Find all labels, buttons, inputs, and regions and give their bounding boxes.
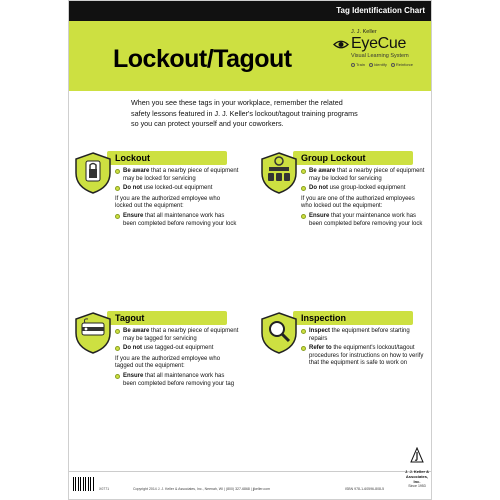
brand-name: EyeCue — [351, 35, 407, 52]
bullet-text: use locked-out equipment — [142, 185, 213, 192]
card-body — [301, 328, 425, 370]
step-identify: Identify — [373, 62, 387, 67]
chart-label: Tag Identification Chart — [336, 6, 425, 15]
step-dot-icon — [391, 63, 395, 67]
step-train: Train — [356, 62, 365, 67]
step-dot-icon — [369, 63, 373, 67]
group-lock-icon — [259, 151, 299, 195]
footer-copyright: Copyright 2014 J. J. Keller & Associates, Inc., Neenah, WI | (800) 327-6868 | jjkeller.com — [133, 487, 271, 491]
bullet-icon — [301, 214, 306, 219]
footer-isbn: ISBN 978-1-60596-808-5 — [345, 487, 385, 491]
bullet-text: the equipment before starting repairs — [309, 328, 410, 342]
brand-steps — [351, 62, 427, 67]
bullet-icon — [301, 169, 306, 174]
card-inspection — [259, 311, 427, 461]
bullet-text: the equipment's lockout/tagout procedures for instructions on how to verify that the equipment is safe to work on — [309, 345, 424, 367]
brand-company: J. J. Keller — [351, 29, 377, 35]
card-body — [115, 328, 239, 390]
bullet-bold: Ensure — [309, 212, 330, 219]
footer-divider — [69, 471, 432, 472]
card-body — [115, 168, 239, 230]
poster — [68, 0, 432, 500]
card-title-bar — [293, 151, 413, 165]
bullet-text: use tagged-out equipment — [142, 345, 214, 352]
bullet-bold: Refer to — [309, 345, 332, 352]
bullet-icon — [301, 346, 306, 351]
card-title: Group Lockout — [301, 153, 366, 163]
bullet-icon — [115, 186, 120, 191]
bullet-text: that a nearby piece of equipment may be tagged for servicing — [123, 328, 239, 342]
card-title: Tagout — [115, 313, 145, 323]
eye-icon — [333, 39, 349, 50]
bullet-bold: Be aware — [123, 328, 150, 334]
bullet-icon — [301, 329, 306, 334]
bullet-bold: Be aware — [123, 168, 150, 174]
bullet-bold: Ensure — [123, 372, 144, 379]
brand-logo — [333, 29, 427, 67]
card-title: Lockout — [115, 153, 150, 163]
bullet-text: that all maintenance work has been completed before removing your lock — [123, 212, 237, 227]
bullet-icon — [115, 169, 120, 174]
card-title-bar — [293, 311, 413, 325]
bullet-icon — [115, 214, 120, 219]
page-title: Lockout/Tagout — [113, 45, 292, 73]
bullet-bold: Ensure — [123, 212, 144, 219]
bullet-bold: Do not — [309, 185, 328, 192]
card-subtext: If you are the authorized employee who locked out the equipment: — [115, 195, 221, 210]
lock-tag-icon — [73, 151, 113, 195]
tag-icon — [73, 311, 113, 355]
bullet-text: that your maintenance work has been completed before removing your lock — [309, 212, 423, 227]
step-reinforce: Reinforce — [395, 62, 413, 67]
bullet-icon — [115, 329, 120, 334]
bullet-icon — [115, 374, 120, 379]
card-lockout — [73, 151, 241, 301]
bullet-bold: Be aware — [309, 168, 336, 174]
bullet-bold: Inspect — [309, 328, 331, 334]
bullet-text: that a nearby piece of equipment may be locked for servicing — [123, 168, 239, 182]
footer-logo-name: J. J. Keller & Associates, Inc. — [405, 469, 430, 484]
brand-tagline: Visual Learning System — [351, 53, 409, 59]
bullet-bold: Do not — [123, 345, 142, 352]
bullet-text: that a nearby piece of equipment may be locked for servicing — [309, 168, 425, 182]
card-group-lockout — [259, 151, 427, 301]
card-title-bar — [107, 151, 227, 165]
card-subtext: If you are one of the authorized employees who locked out the equipment: — [301, 195, 415, 210]
company-logo — [405, 447, 429, 488]
footer-id: X0771 — [99, 487, 110, 491]
bullet-icon — [301, 186, 306, 191]
bullet-text: use group-locked equipment — [328, 185, 406, 192]
magnifier-icon — [259, 311, 299, 355]
bullet-icon — [115, 346, 120, 351]
card-subtext: If you are the authorized employee who tagged out the equipment: — [115, 355, 221, 370]
barcode-icon — [73, 477, 95, 491]
bullet-text: that all maintenance work has been completed before removing your tag — [123, 372, 235, 387]
step-dot-icon — [351, 63, 355, 67]
footer-logo-since: Since 1953 — [408, 484, 426, 488]
intro-text: When you see these tags in your workplace, remember the related safety lessons featured in J. J. Keller's lockout/tagout training programs so you can protect yourself and your coworkers. — [131, 98, 358, 128]
bullet-bold: Do not — [123, 185, 142, 192]
card-tagout — [73, 311, 241, 461]
card-title-bar — [107, 311, 227, 325]
card-body — [301, 168, 425, 230]
keller-logo-icon — [410, 447, 424, 463]
card-title: Inspection — [301, 313, 347, 323]
